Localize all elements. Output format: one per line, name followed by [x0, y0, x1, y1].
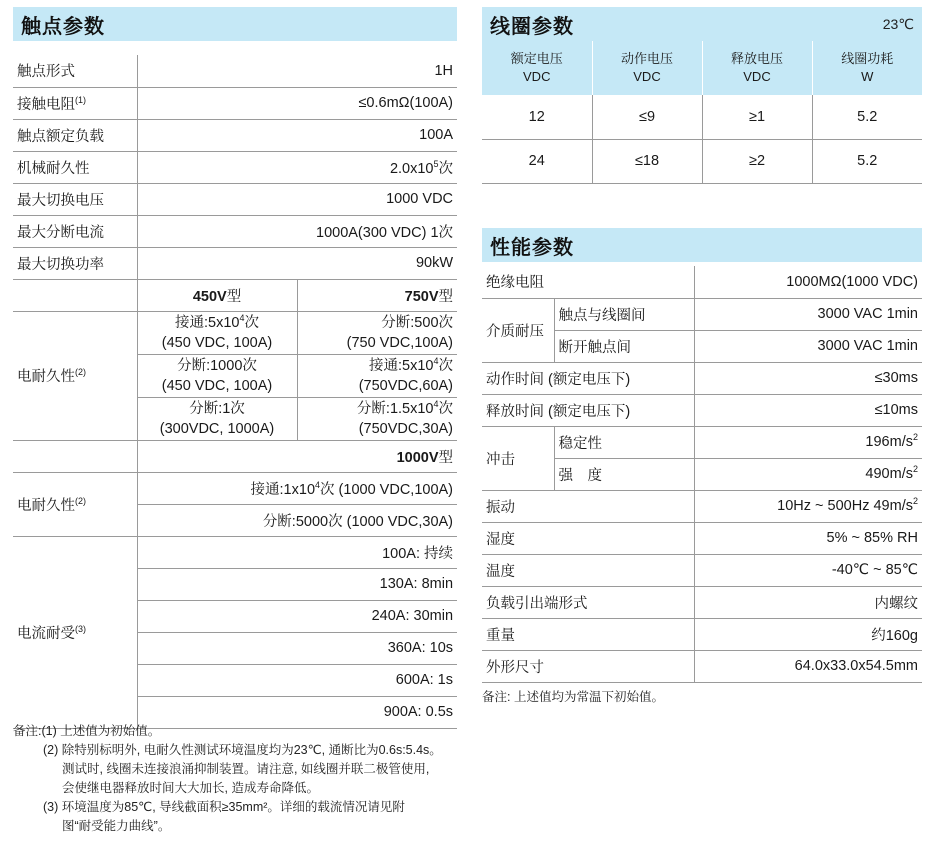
table-row	[482, 490, 922, 522]
footnote-line: (3) 环境温度为85℃, 导线截面积≥35mm²。详细的载流情况请见附	[43, 800, 405, 814]
elec-750-cell: 分断:500次 (750 VDC,100A)	[297, 311, 457, 354]
col-pickup-voltage: 动作电压 VDC	[592, 41, 702, 95]
table-row	[482, 522, 922, 554]
table-row	[13, 151, 457, 183]
current-endurance-label: 电流耐受$^{(3)}$	[13, 536, 137, 728]
table-row	[13, 311, 457, 354]
row-value: 100A	[137, 119, 457, 151]
elec-450-cell: 分断:1000次 (450 VDC, 100A)	[137, 354, 297, 397]
row-value: 64.0x33.0x54.5mm	[694, 650, 922, 682]
row-value: 5% ~ 85% RH	[694, 522, 922, 554]
row-value: 3000 VAC 1min	[694, 330, 922, 362]
table-row	[482, 139, 922, 183]
footnote-line: 备注:(1) 上述值为初始值。	[13, 724, 161, 738]
row-label: 触点形式	[13, 55, 137, 87]
current-cell: 360A: 10s	[137, 632, 457, 664]
row-label: 触点额定负载	[13, 119, 137, 151]
row-label: 温度	[482, 554, 694, 586]
elec-750-cell: 分断$:1.5x10^4$次 (750VDC,30A)	[297, 397, 457, 440]
elec-1000-cell: 接通$:1x10^4$次 (1000 VDC,100A)	[137, 472, 457, 504]
sub-label: 稳定性	[554, 426, 694, 458]
footnote-line: (2) 除特别标明外, 电耐久性测试环境温度均为23℃, 通断比为0.6s:5.4s。	[43, 743, 442, 757]
table-row	[13, 536, 457, 568]
contact-header	[13, 7, 457, 41]
cell: ≤18	[592, 139, 702, 183]
row-label: 接触电阻$^{(1)}$	[13, 87, 137, 119]
row-value: 1H	[137, 55, 457, 87]
table-row	[482, 618, 922, 650]
performance-table	[482, 266, 922, 683]
row-value: $490m/s^2$	[694, 458, 922, 490]
cell: ≥2	[702, 139, 812, 183]
table-row	[13, 55, 457, 87]
elec-endurance-label: 电耐久性$^{(2)}$	[13, 311, 137, 440]
blank-cell	[13, 279, 137, 311]
table-row	[13, 247, 457, 279]
row-value: -40℃ ~ 85℃	[694, 554, 922, 586]
elec-450-cell: 分断:1次 (300VDC, 1000A)	[137, 397, 297, 440]
model-header-row	[13, 279, 457, 311]
row-label: 动作时间 (额定电压下)	[482, 362, 694, 394]
blank-cell	[13, 440, 137, 472]
table-row	[482, 554, 922, 586]
table-row	[482, 650, 922, 682]
row-label: 振动	[482, 490, 694, 522]
current-cell: 100A: 持续	[137, 536, 457, 568]
footnote-line: 测试时, 线圈未连接浪涌抑制装置。请注意, 如线圈并联二极管使用,	[62, 762, 430, 776]
coil-title: 线圈参数	[490, 15, 574, 38]
footnote-line: 会使继电器释放时间大大加长, 造成寿命降低。	[62, 781, 319, 795]
cell: 24	[482, 139, 592, 183]
row-label: 绝缘电阻	[482, 266, 694, 298]
sub-label: 强 度	[554, 458, 694, 490]
current-cell: 900A: 0.5s	[137, 696, 457, 728]
current-cell: 600A: 1s	[137, 664, 457, 696]
elec-1000-cell: 分断:5000次 (1000 VDC,30A)	[137, 504, 457, 536]
col-coil-power: 线圈功耗 W	[812, 41, 922, 95]
row-value: ≤10ms	[694, 394, 922, 426]
table-row	[482, 362, 922, 394]
current-cell: 130A: 8min	[137, 568, 457, 600]
contact-title: 触点参数	[21, 15, 105, 38]
model-450v: 450V型	[137, 279, 297, 311]
table-row	[482, 266, 922, 298]
cell: 12	[482, 95, 592, 139]
coil-header	[482, 7, 922, 41]
elec-450-cell: 接通$:5x10^4$次 (450 VDC, 100A)	[137, 311, 297, 354]
row-label: 外形尺寸	[482, 650, 694, 682]
row-value: 1000MΩ(1000 VDC)	[694, 266, 922, 298]
elec-endurance-label: 电耐久性$^{(2)}$	[13, 472, 137, 536]
cell: 5.2	[812, 95, 922, 139]
row-value: 内螺纹	[694, 586, 922, 618]
performance-title: 性能参数	[490, 236, 574, 259]
sub-label: 断开触点间	[554, 330, 694, 362]
row-value: 1000 VDC	[137, 183, 457, 215]
row-label: 最大切换功率	[13, 247, 137, 279]
row-label: 湿度	[482, 522, 694, 554]
row-label: 最大分断电流	[13, 215, 137, 247]
table-row	[482, 586, 922, 618]
current-cell: 240A: 30min	[137, 600, 457, 632]
row-value: 3000 VAC 1min	[694, 298, 922, 330]
row-value: ≤0.6mΩ(100A)	[137, 87, 457, 119]
elec-750-cell: 接通$:5x10^4$次 (750VDC,60A)	[297, 354, 457, 397]
cell: 5.2	[812, 139, 922, 183]
row-label: 机械耐久性	[13, 151, 137, 183]
table-row	[482, 426, 922, 458]
row-label: 最大切换电压	[13, 183, 137, 215]
col-release-voltage: 释放电压 VDC	[702, 41, 812, 95]
coil-table	[482, 41, 922, 184]
row-value: $196m/s^2$	[694, 426, 922, 458]
model-750v: 750V型	[297, 279, 457, 311]
model-header-row	[13, 440, 457, 472]
table-row	[13, 215, 457, 247]
table-row	[13, 472, 457, 504]
row-value: 10Hz ~ 500Hz $49m/s^2$	[694, 490, 922, 522]
row-value: 90kW	[137, 247, 457, 279]
row-label: 重量	[482, 618, 694, 650]
row-value: ≤30ms	[694, 362, 922, 394]
table-row	[482, 394, 922, 426]
table-row	[13, 183, 457, 215]
col-rated-voltage: 额定电压 VDC	[482, 41, 592, 95]
contact-table	[13, 55, 457, 729]
cell: ≥1	[702, 95, 812, 139]
table-row	[482, 298, 922, 330]
footnote-line: 图“耐受能力曲线”。	[62, 819, 171, 833]
sub-label: 触点与线圈间	[554, 298, 694, 330]
footnotes	[13, 722, 463, 836]
coil-panel	[482, 7, 922, 184]
performance-header	[482, 228, 922, 262]
coil-temperature: 23℃	[882, 15, 914, 32]
row-label: 冲击	[482, 426, 554, 490]
table-row	[13, 87, 457, 119]
row-value: $2.0x10^5$次	[137, 151, 457, 183]
table-row	[13, 119, 457, 151]
model-1000v: 1000V型	[137, 440, 457, 472]
row-value: 约160g	[694, 618, 922, 650]
row-label: 介质耐压	[482, 298, 554, 362]
performance-note: 备注: 上述值均为常温下初始值。	[482, 689, 664, 704]
cell: ≤9	[592, 95, 702, 139]
table-row	[482, 95, 922, 139]
row-label: 负载引出端形式	[482, 586, 694, 618]
performance-panel	[482, 228, 922, 705]
contact-panel	[13, 7, 457, 729]
row-label: 释放时间 (额定电压下)	[482, 394, 694, 426]
row-value: 1000A(300 VDC) 1次	[137, 215, 457, 247]
coil-header-row	[482, 41, 922, 95]
